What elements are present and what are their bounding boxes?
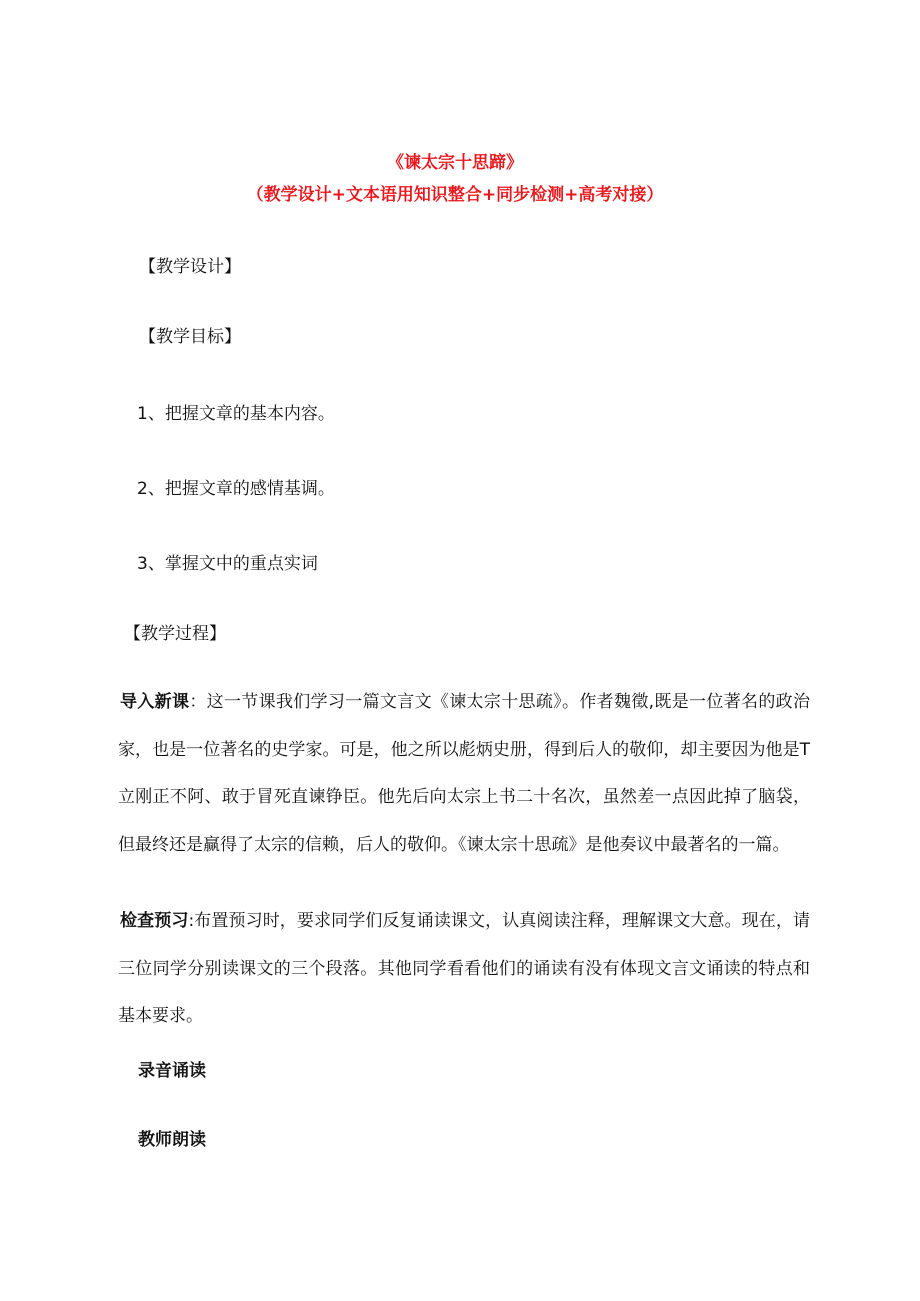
goal-item: 3、掌握文中的重点实词 [137,554,318,574]
goal-item: 1、把握文章的基本内容。 [137,404,335,424]
intro-paragraph [118,679,810,869]
preview-paragraph [118,898,810,1041]
section-heading-design: 【教学设计】 [139,257,241,277]
section-heading-goals: 【教学目标】 [139,327,241,347]
preview-text: :布置预习时，要求同学们反复诵读课文，认真阅读注释，理解课文大意。现在，请三位同学分别读课文的三个段落。其他同学看看他们的诵读有没有体现文言文诵读的特点和基本要求。 [118,911,811,1026]
section-heading-process: 【教学过程】 [124,624,226,644]
intro-text: ：这一节课我们学习一篇文言文《谏太宗十思疏》。作者魏徵,既是一位著名的政治家，也是一位著名的史学家。可是，他之所以彪炳史册，得到后人的敬仰，却主要因为他是T立刚正不阿、敢于冒死直谏铮臣。他先后向太宗上书二十名次，虽然差一点因此掉了脑袋，但最终还是赢得了太宗的信赖，后人的敬仰。《谏太宗十思疏》是他奏议中最著名的一篇。 [118,692,810,855]
recording-heading: 录音诵读 [138,1061,206,1081]
preview-label: 检查预习 [120,911,189,931]
goal-item: 2、把握文章的感情基调。 [137,479,335,499]
document-subtitle: （教学设计+文本语用知识整合+同步检测+高考对接） [246,185,664,205]
document-title: 《谏太宗十思蹄》 [387,153,523,173]
intro-label: 导入新课 [120,692,190,712]
teacher-reading-heading: 教师朗读 [138,1130,206,1150]
